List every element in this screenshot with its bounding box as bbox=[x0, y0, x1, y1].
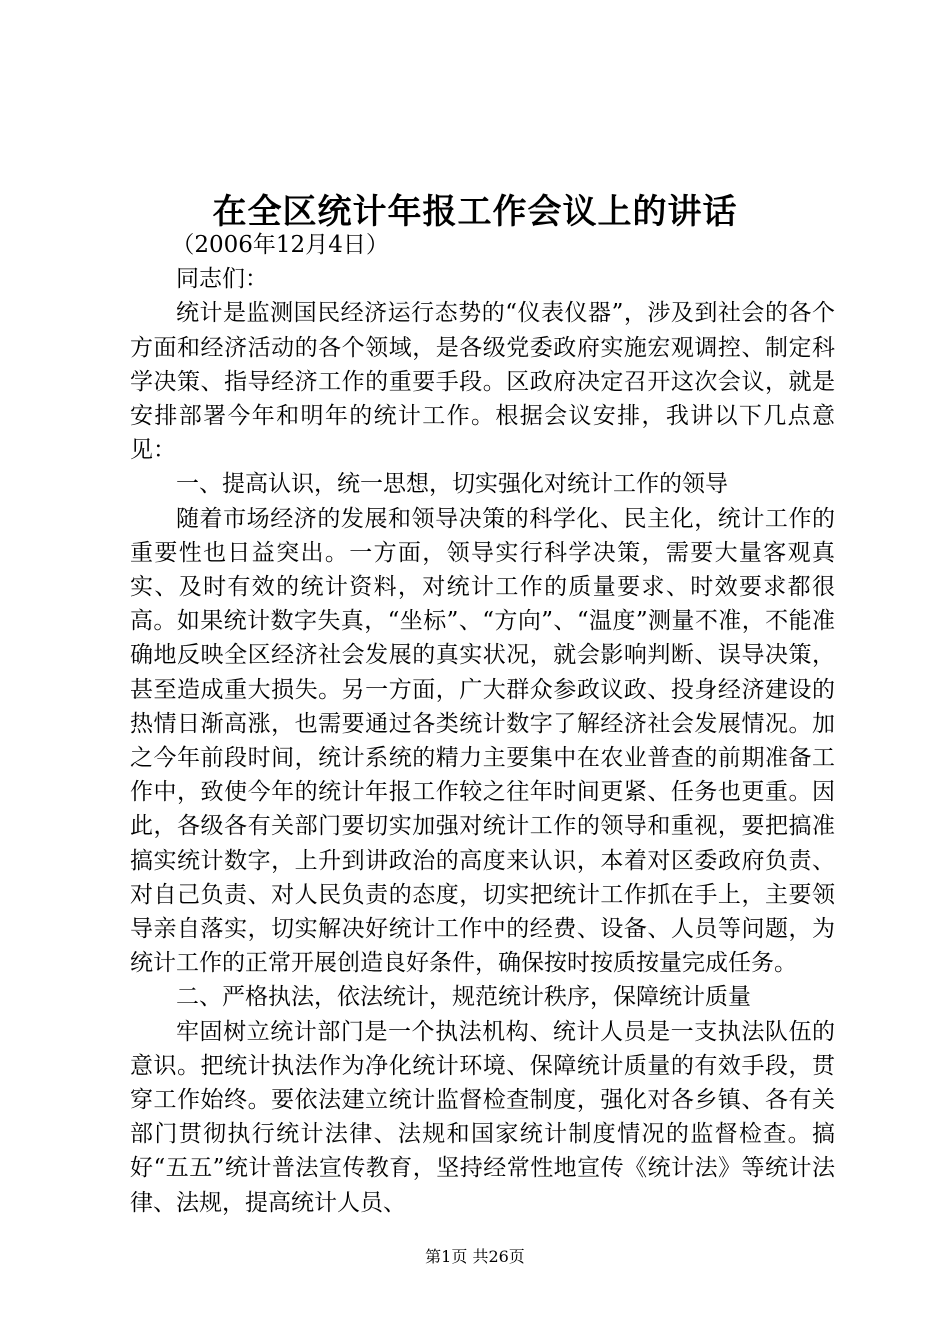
date-line: （2006年12月4日） bbox=[171, 232, 389, 258]
section-heading-2: 二、严格执法，依法统计，规范统计秩序，保障统计质量 bbox=[176, 984, 751, 1011]
page-number-footer: 第1页 共26页 bbox=[425, 1247, 525, 1266]
document-body bbox=[130, 228, 835, 1220]
salutation: 同志们： bbox=[176, 266, 268, 293]
paragraph-section-1: 随着市场经济的发展和领导决策的科学化、民主化，统计工作的重要性也日益突出。一方面，领导实行科学决策，需要大量客观真实、及时有效的统计资料，对统计工作的质量要求、时效要求都很高。如果统计数字失真，“坐标”、“方向”、“温度”测量不准，不能准确地反映全区经济社会发展的真实状况，就会影响判断、误导决策，甚至造成重大损失。另一方面，广大群众参政议政、投身经济建设的热情日渐高涨，也需要通过各类统计数字了解经济社会发展情况。加之今年前段时间，统计系统的精力主要集中在农业普查的前期准备工作中，致使今年的统计年报工作较之往年时间更紧、任务也更重。因此，各级各有关部门要切实加强对统计工作的领导和重视，要把搞准搞实统计数字，上升到讲政治的高度来认识，本着对区委政府负责、对自己负责、对人民负责的态度，切实把统计工作抓在手上，主要领导亲自落实，切实解决好统计工作中的经费、设备、人员等问题，为统计工作的正常开展创造良好条件，确保按时按质按量完成任务。 bbox=[130, 505, 835, 977]
section-heading-1: 一、提高认识，统一思想，切实强化对统计工作的领导 bbox=[176, 471, 728, 498]
document-title: 在全区统计年报工作会议上的讲话 bbox=[212, 192, 738, 232]
paragraph-section-2: 牢固树立统计部门是一个执法机构、统计人员是一支执法队伍的意识。把统计执法作为净化统计环境、保障统计质量的有效手段，贯穿工作始终。要依法建立统计监督检查制度，强化对各乡镇、各有关部门贯彻执行统计法律、法规和国家统计制度情况的监督检查。搞好“五五”统计普法宣传教育，坚持经常性地宣传《统计法》等统计法律、法规，提高统计人员、 bbox=[130, 1018, 835, 1216]
paragraph-intro: 统计是监测国民经济运行态势的“仪表仪器”，涉及到社会的各个方面和经济活动的各个领域，是各级党委政府实施宏观调控、制定科学决策、指导经济工作的重要手段。区政府决定召开这次会议，就是安排部署今年和明年的统计工作。根据会议安排，我讲以下几点意见： bbox=[130, 300, 835, 464]
